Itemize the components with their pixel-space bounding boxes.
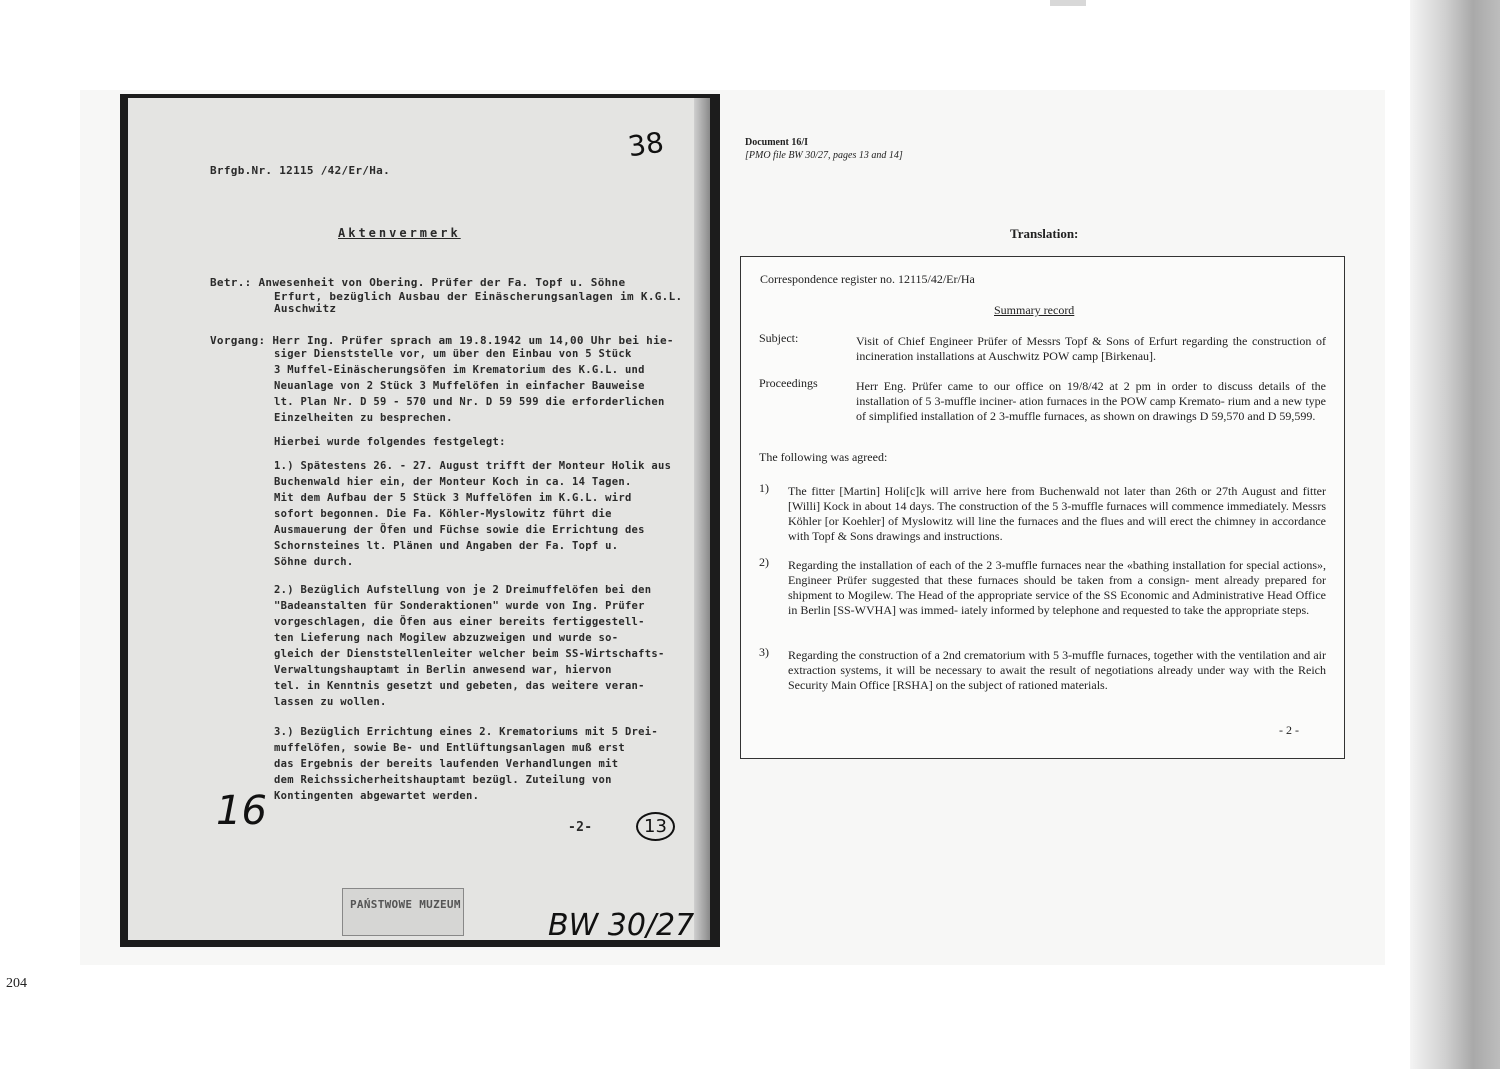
original-line-8: 1.) Spätestens 26. - 27. August trifft der Monteur Holik aus — [274, 460, 672, 472]
original-line-12: Ausmauerung der Öfen und Füchse sowie die Errichtung des — [274, 524, 645, 536]
archive-stamp — [342, 888, 464, 936]
translation-heading: Translation: — [1010, 226, 1079, 241]
original-line-13: Schornsteines lt. Plänen und Angaben der Fa. Topf u. — [274, 540, 619, 552]
proceedings-label: Proceedings — [759, 376, 818, 390]
proceedings-text: Herr Eng. Prüfer came to our office on 19/8/42 at 2 pm in order to discuss details of the installation of 5 3-muffle inciner- ation furnaces in the POW camp Kremato- rium and a new type of simplified installation of 2 3-muffle furnaces, as shown on drawings D 59,570 and D 59,599. — [856, 379, 1326, 423]
original-betr-row — [210, 276, 625, 289]
summary-title: Summary record — [994, 303, 1075, 317]
subject-label: Subject: — [759, 331, 799, 345]
original-betr-line-3: Auschwitz — [274, 302, 337, 315]
original-line-23: 3.) Bezüglich Errichtung eines 2. Krematoriums mit 5 Drei- — [274, 726, 659, 738]
item-number: 2) — [759, 555, 769, 569]
scan-shadow-edge — [694, 98, 710, 940]
original-line-11: sofort begonnen. Die Fa. Köhler-Myslowitz führt die — [274, 508, 612, 520]
original-line-27: Kontingenten abgewartet werden. — [274, 790, 480, 802]
original-line-21: tel. in Kenntnis gesetzt und gebeten, das weitere veran- — [274, 680, 645, 692]
original-reg-line: Brfgb.Nr. 12115 /42/Er/Ha. — [210, 164, 390, 177]
original-line-14: Söhne durch. — [274, 556, 354, 568]
original-line-22: lassen zu wollen. — [274, 696, 387, 708]
original-line-16: "Badeanstalten für Sonderaktionen" wurde von Ing. Prüfer — [274, 600, 645, 612]
document-reference: [PMO file BW 30/27, pages 13 and 14] — [745, 150, 903, 161]
item-number: 3) — [759, 645, 769, 659]
translation-page-marker: - 2 - — [1279, 723, 1299, 737]
document-id: Document 16/I — [745, 137, 809, 148]
original-line-20: Verwaltungshauptamt in Berlin anwesend war, hiervon — [274, 664, 612, 676]
original-betr-line-1: Anwesenheit von Obering. Prüfer der Fa. Topf u. Söhne — [258, 276, 626, 289]
original-line-26: dem Reichssicherheitshauptamt bezügl. Zuteilung von — [274, 774, 612, 786]
handwritten-file-ref: BW 30/27 — [548, 908, 695, 940]
item-text: Regarding the construction of a 2nd crematorium with 5 3-muffle furnaces, together with the ventilation and air extraction systems, it will be necessary to await the result of negotiations already under way with the Reich Security Main Office [RSHA] on the subject of rationed materials. — [788, 648, 1326, 692]
original-document-scan — [120, 94, 720, 947]
original-title: Aktenvermerk — [338, 226, 461, 240]
original-line-10: Mit dem Aufbau der 5 Stück 3 Muffelöfen im K.G.L. wird — [274, 492, 632, 504]
item-text: Regarding the installation of each of the 2 3-muffle furnaces near the «bathing installation for special actions», Engineer Prüfer suggested that these furnaces should be taken from a consign- ment already prepared for shipment to Mogilew. The Head of the appropriate service of the SS Economic and Administrative Head Office in Berlin [SS-WVHA] was immed- iately informed by telephone and requested to take the appropriate steps. — [788, 558, 1326, 617]
archive-stamp-text: PAŃSTWOWE MUZEUM — [350, 898, 461, 911]
original-line-6: Einzelheiten zu besprechen. — [274, 412, 453, 424]
original-page-marker: -2- — [568, 820, 593, 835]
original-line-17: vorgeschlagen, die Öfen aus einer bereits fertiggestell- — [274, 616, 645, 628]
circled-page-number: 13 — [636, 812, 675, 841]
original-betr-label: Betr.: — [210, 276, 252, 289]
original-line-3: 3 Muffel-Einäscherungsöfen im Krematorium des K.G.L. und — [274, 364, 645, 376]
original-line-9: Buchenwald hier ein, der Monteur Koch in ca. 14 Tagen. — [274, 476, 632, 488]
original-line-2: siger Dienststelle vor, um über den Einbau von 5 Stück — [274, 348, 632, 360]
handwritten-side-number: 16 — [216, 788, 267, 834]
original-betr-line-2: Erfurt, bezüglich Ausbau der Einäscherungsanlagen im K.G.L. — [274, 290, 683, 303]
top-edge-mark — [1050, 0, 1086, 6]
original-line-7: Hierbei wurde folgendes festgelegt: — [274, 436, 506, 448]
original-line-19: gleich der Dienststellenleiter welcher beim SS-Wirtschafts- — [274, 648, 665, 660]
original-line-15: 2.) Bezüglich Aufstellung von je 2 Dreimuffelöfen bei den — [274, 584, 652, 596]
translation-frame — [740, 256, 1345, 759]
handwritten-page-number: 38 — [625, 125, 666, 164]
original-line-25: das Ergebnis der bereits laufenden Verhandlungen mit — [274, 758, 619, 770]
subject-text: Visit of Chief Engineer Prüfer of Messrs Topf & Sons of Erfurt regarding the construction of incineration installations at Auschwitz POW camp [Birkenau]. — [856, 334, 1326, 363]
correspondence-register: Correspondence register no. 12115/42/Er/Ha — [760, 272, 975, 286]
agreed-line: The following was agreed: — [759, 450, 888, 464]
original-line-1: Herr Ing. Prüfer sprach am 19.8.1942 um 14,00 Uhr bei hie- — [272, 334, 674, 347]
original-line-5: lt. Plan Nr. D 59 - 570 und Nr. D 59 599 die erforderlichen — [274, 396, 665, 408]
original-vorgang-row — [210, 334, 674, 347]
original-line-24: muffelöfen, sowie Be- und Entlüftungsanlagen muß erst — [274, 742, 625, 754]
original-line-18: ten Lieferung nach Mogilew abzuzweigen und wurde so- — [274, 632, 619, 644]
book-gutter — [1410, 0, 1500, 1069]
original-line-4: Neuanlage von 2 Stück 3 Muffelöfen in einfacher Bauweise — [274, 380, 645, 392]
original-document-paper — [128, 98, 710, 940]
original-vorgang-label: Vorgang: — [210, 334, 266, 347]
page-number: 204 — [6, 976, 27, 991]
item-number: 1) — [759, 481, 769, 495]
item-text: The fitter [Martin] Holi[c]k will arrive here from Buchenwald not later than 26th or 27th August and fitter [Willi] Kock in about 14 days. The construction of the 5 3-muffle furnaces will commence immediately. Messrs Köhler [or Koehler] of Myslowitz will line the furnaces and the flues and will erect the chimney in accordance with Topf & Sons drawings and instructions. — [788, 484, 1326, 543]
